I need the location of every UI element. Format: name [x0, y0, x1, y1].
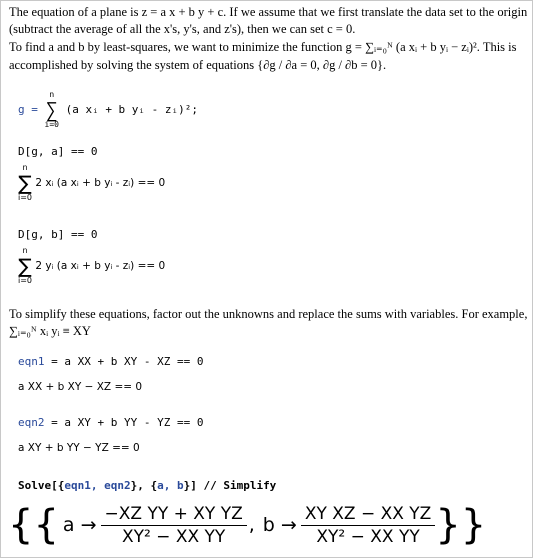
da-output-body: 2 xᵢ (a xᵢ + b yᵢ - zᵢ) == 0: [35, 177, 166, 189]
g-lhs: g =: [18, 103, 45, 116]
eqn2-input[interactable]: [18, 416, 203, 429]
db-output-body: 2 yᵢ (a xᵢ + b yᵢ - zᵢ) == 0: [35, 260, 166, 272]
solve-args: eqn1, eqn2: [64, 479, 131, 492]
a-rule-label: a →: [62, 514, 97, 536]
eqn1-input[interactable]: [18, 355, 203, 368]
solve-head: Solve[{: [18, 479, 65, 492]
sum-symbol: n ∑ i=0: [18, 163, 33, 202]
eqn1-name: eqn1: [18, 355, 45, 368]
sum-symbol: n ∑ i=0: [18, 246, 33, 285]
sum-symbol: n ∑ i=0: [44, 90, 59, 129]
intro-line-2: (subtract the average of all the x's, y's, and z's), then we can set c = 0.: [9, 22, 356, 36]
da-input[interactable]: D[g, a] == 0: [18, 145, 98, 158]
db-input[interactable]: D[g, b] == 0: [18, 228, 98, 241]
da-output: [18, 163, 165, 203]
open-braces: {{: [8, 502, 59, 548]
intro-line-3: To find a and b by least-squares, we want to minimize the function g = ∑ᵢ₌₀ᴺ (a xᵢ + b yᵢ − zᵢ)². This is: [9, 40, 517, 54]
b-solution-fraction: [301, 503, 436, 548]
g-body: (a xᵢ + b yᵢ - zᵢ)²;: [65, 103, 199, 116]
simplify-line-1: To simplify these equations, factor out the unknowns and replace the sums with variables. For example,: [9, 307, 528, 321]
comma: ,: [248, 514, 255, 536]
solve-tail: }] // Simplify: [183, 479, 277, 492]
eqn1-rest: = a XX + b XY - XZ == 0: [44, 355, 204, 368]
solve-vars: a, b: [157, 479, 184, 492]
a-denominator: XY² − XX YY: [121, 526, 226, 547]
simplify-line-2: ∑ᵢ₌₀ᴺ xᵢ yᵢ ≡ XY: [9, 324, 91, 338]
solve-mid: }, {: [130, 479, 158, 492]
eqn2-output: a XY + b YY − YZ == 0: [18, 442, 140, 454]
b-denominator: XY² − XX YY: [316, 526, 420, 547]
a-solution-fraction: [101, 503, 247, 548]
solve-input[interactable]: [18, 479, 276, 492]
a-numerator: −XZ YY + XY YZ: [101, 503, 247, 526]
db-output: [18, 246, 165, 286]
b-numerator: XY XZ − XX YZ: [301, 503, 436, 526]
intro-line-1: The equation of a plane is z = a x + b y + c. If we assume that we first translate the data set to the origin: [9, 5, 528, 19]
intro-line-4: accomplished by solving the system of equations {∂g / ∂a = 0, ∂g / ∂b = 0}.: [9, 58, 387, 72]
eqn1-output: a XX + b XY − XZ == 0: [18, 381, 143, 393]
eqn2-rest: = a XY + b YY - YZ == 0: [44, 416, 204, 429]
b-rule-label: b →: [262, 514, 297, 536]
close-braces: }}: [435, 502, 487, 548]
g-definition-input[interactable]: [18, 90, 198, 130]
eqn2-name: eqn2: [18, 416, 45, 429]
solve-output: [8, 499, 486, 551]
